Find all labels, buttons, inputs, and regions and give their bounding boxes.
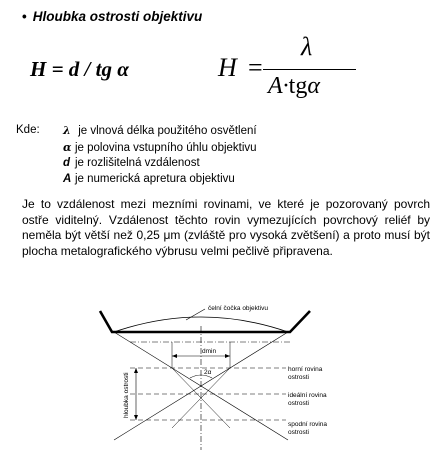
legend-item-d	[63, 156, 257, 172]
denominator-tg: tg	[288, 73, 308, 99]
legend-item-alpha	[63, 140, 257, 157]
section-title: Hloubka ostrosti objektivu	[32, 9, 203, 24]
fraction-bar	[263, 69, 356, 70]
legend-text: je polovina vstupního úhlu objektivu	[75, 141, 257, 154]
upper-plane-label-2: ostrosti	[288, 374, 309, 381]
dmin-arrow-left-icon	[172, 354, 177, 358]
legend-label: Kde:	[16, 124, 40, 136]
formula-denominator	[268, 73, 320, 100]
legend-item-a	[63, 172, 257, 188]
legend-item-lambda	[63, 123, 257, 140]
legend-symbol: α	[63, 140, 72, 154]
legend-text: je vlnová délka použitého osvětlení	[78, 125, 257, 137]
bullet-icon: •	[22, 9, 27, 24]
section-heading	[22, 9, 202, 24]
depth-arrow-up-icon	[134, 368, 138, 373]
lower-plane-label-2: ostrosti	[288, 429, 309, 436]
depth-label: hloubka ostrosti	[123, 372, 130, 418]
legend-text: je rozlišitelná vzdálenost	[75, 157, 200, 169]
legend-text: je numerická apretura objektivu	[75, 172, 235, 185]
formula-simple: H = d / tg α	[30, 57, 129, 81]
legend-symbol: d	[63, 157, 71, 169]
upper-plane-label-1: horní rovina	[288, 366, 323, 373]
lower-plane-label-1: spodní rovina	[288, 421, 328, 428]
lens-label: čelní čočka objektivu	[208, 305, 268, 312]
legend-symbol: A	[63, 172, 72, 185]
dmin-arrow-right-icon	[225, 354, 230, 358]
dmin-label: dmin	[202, 348, 217, 355]
depth-arrow-down-icon	[134, 415, 138, 420]
formula-equals: =	[248, 53, 263, 82]
depth-of-field-diagram	[90, 280, 350, 450]
denominator-alpha: α	[307, 73, 320, 99]
formula-numerator: λ	[301, 32, 313, 61]
angle-label: 2α	[204, 369, 212, 376]
ideal-plane-label-1: ideální rovina	[288, 392, 327, 399]
legend-symbol: λ	[63, 124, 71, 137]
lens-leader-line	[186, 309, 205, 320]
body-paragraph: Je to vzdálenost mezi mezními rovinami, ve které je pozorovaný povrch ostře viditelný. Vzdálenost těchto rovin vymezujících povrchový reliéf by neměla být větší než 0,25 μm (zvláště pro vysoká zvětšení) a proto musí být plocha metalografického výbrusu velmi pečlivě připravena.	[22, 197, 430, 258]
denominator-a: A·	[268, 73, 289, 99]
ideal-plane-label-2: ostrosti	[288, 400, 309, 407]
formula-lhs: H	[218, 53, 237, 82]
